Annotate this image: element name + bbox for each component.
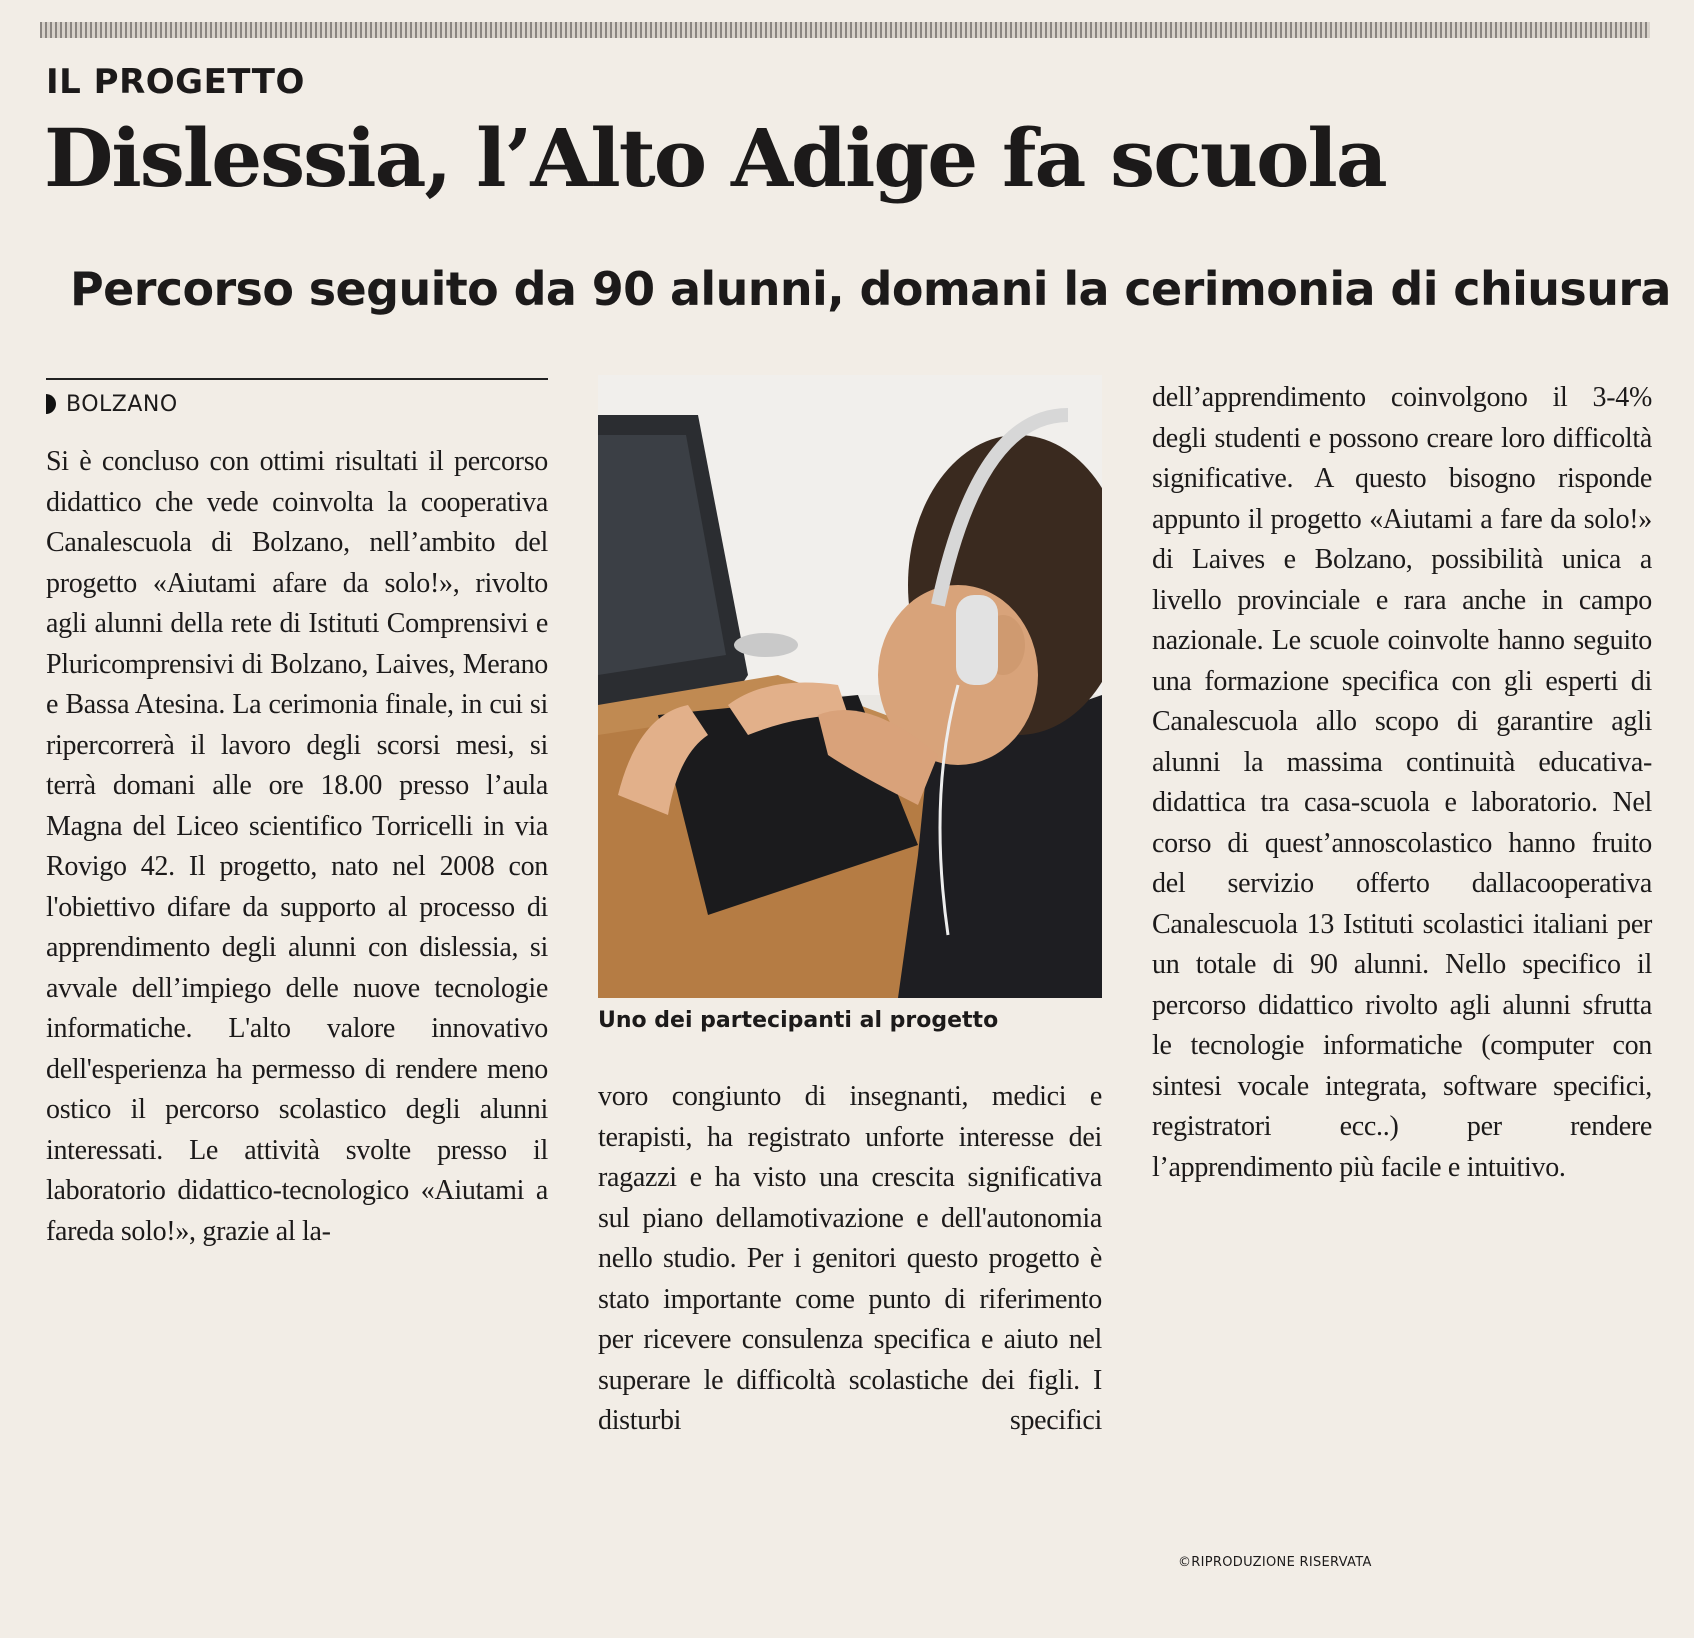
- dateline-label: BOLZANO: [66, 392, 178, 417]
- dateline-rule: [46, 378, 548, 380]
- article-subheadline: Percorso seguito da 90 alunni, domani la cerimonia di chiusura: [70, 262, 1671, 316]
- photo-illustration: [598, 375, 1102, 998]
- column-3-text: dell’apprendimento coinvolgono il 3-4% degli studenti e possono creare loro difficoltà significative. A questo bisogno risponde appunto il progetto «Aiutami a fare da solo!» di Laives e Bolzano, possibilità unica a livello provinciale e rara anche in campo nazionale. Le scuole coinvolte hanno seguito una formazione specifica con gli esperti di Canalescuola allo scopo di garantire agli alunni la massima continuità educativa-didattica tra casa-scuola e laboratorio. Nel corso di quest’annoscolastico hanno fruito del servizio offerto dallacooperativa Canalescuola 13 Istituti scolastici italiani per un totale di 90 alunni. Nello specifico il percorso didattico rivolto agli alunni sfrutta le tecnologie informatiche (computer con sintesi vocale integrata, software specifici, registratori ecc..) per rendere l’apprendimento più facile e intuitivo.: [1152, 382, 1652, 1183]
- copyright-notice: ©RIPRODUZIONE RISERVATA: [1178, 1555, 1372, 1570]
- photo-caption: Uno dei partecipanti al progetto: [598, 1008, 999, 1033]
- article-column-2: [598, 1077, 1102, 1442]
- column-1-text: Si è concluso con ottimi risultati il percorso didattico che vede coinvolta la cooperativa Canalescuola di Bolzano, nell’ambito del progetto «Aiutami afare da solo!», rivolto agli alunni della rete di Istituti Comprensivi e Pluricomprensivi di Bolzano, Laives, Merano e Bassa Atesina. La cerimonia finale, in cui si ripercorrerà il lavoro degli scorsi mesi, si terrà domani alle ore 18.00 presso l’aula Magna del Liceo scientifico Torricelli in via Rovigo 42. Il progetto, nato nel 2008 con l'obiettivo difare da supporto al processo di apprendimento degli alunni con dislessia, si avvale dell’impiego delle nuove tecnologie informatiche. L'alto valore innovativo dell'esperienza ha permesso di rendere meno ostico il percorso scolastico degli alunni interessati. Le attività svolte presso il laboratorio didattico-tecnologico «Aiutami a fareda solo!», grazie al la-: [46, 446, 548, 1247]
- column-2-text: voro congiunto di insegnanti, medici e terapisti, ha registrato unforte interesse dei ragazzi e ha visto una crescita significativa sul piano dellamotivazione e dell'autonomia nello studio. Per i genitori questo progetto è stato importante come punto di riferimento per ricevere consulenza specifica e aiuto nel superare le difficoltà scolastiche dei figli. I disturbi specifici: [598, 1081, 1102, 1436]
- article-column-1: [46, 442, 548, 1252]
- article-headline: Dislessia, l’Alto Adige fa scuola: [44, 111, 1386, 205]
- dateline: [46, 392, 178, 417]
- dateline-marker-icon: [46, 394, 56, 414]
- adjacent-article-bleed: [40, 0, 1660, 30]
- article-photo: [598, 375, 1102, 998]
- article-column-3: [1152, 378, 1652, 1188]
- article-kicker: IL PROGETTO: [46, 62, 305, 102]
